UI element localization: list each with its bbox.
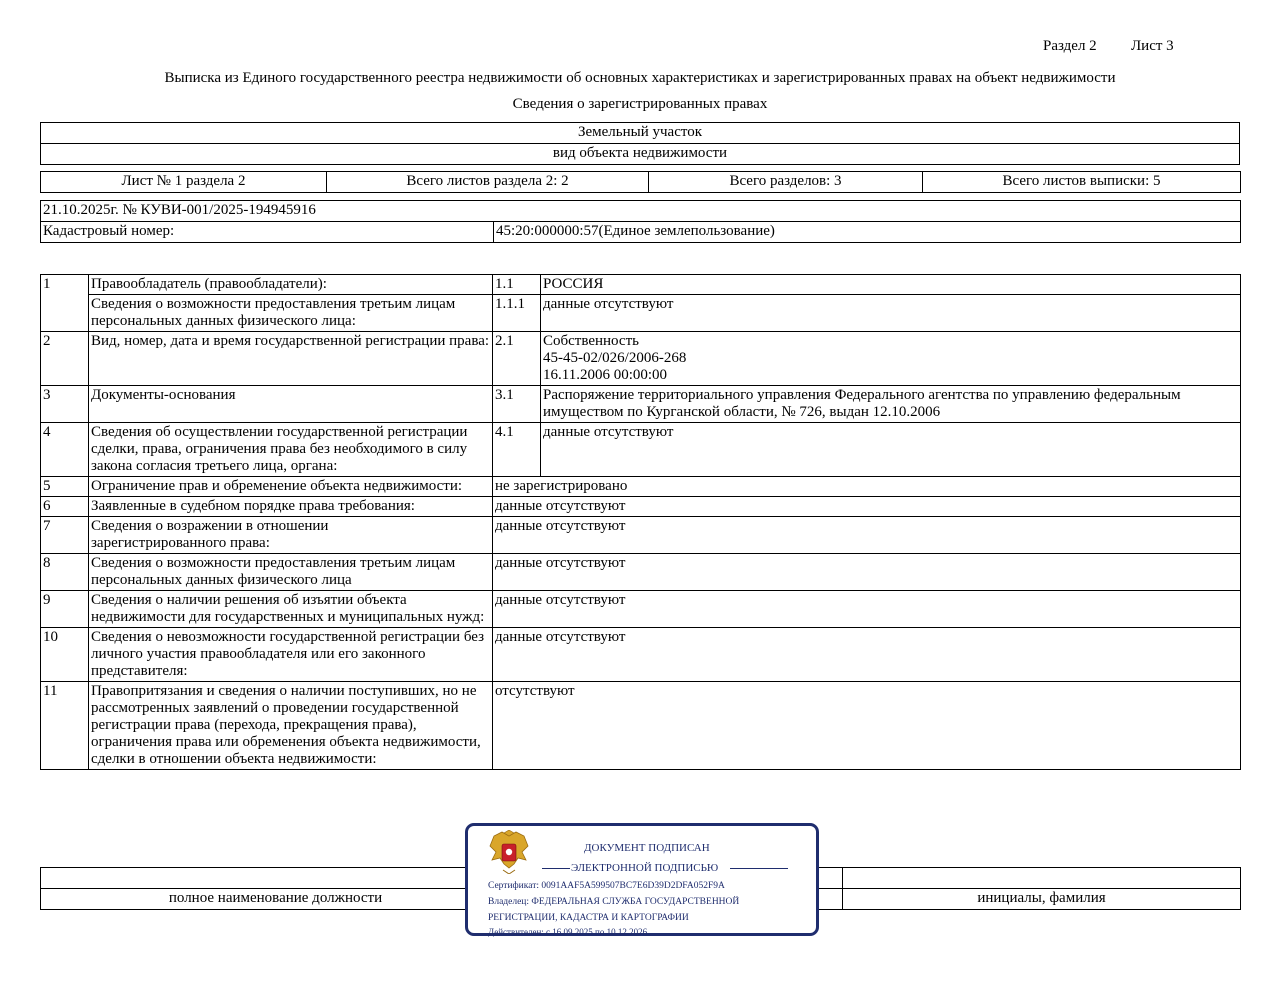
row-label: Заявленные в судебном порядке права требования: — [89, 497, 493, 517]
row-number: 3 — [41, 386, 89, 423]
row-label: Сведения о возражении в отношении зарегистрированного права: — [89, 517, 493, 554]
rights-table — [40, 274, 1241, 770]
row-value — [541, 332, 1241, 386]
row-value: не зарегистрировано — [493, 477, 1241, 497]
table-row — [41, 682, 1241, 770]
registration-date: 16.11.2006 00:00:00 — [543, 367, 668, 383]
row-value: данные отсутствуют — [541, 423, 1241, 477]
row-label: Сведения о возможности предоставления третьим лицам персональных данных физического лица — [89, 554, 493, 591]
row-label: Сведения об осуществлении государственной регистрации сделки, права, ограничения права без необходимого в силу закона согласия третьего лица, органа: — [89, 423, 493, 477]
row-value: данные отсутствуют — [493, 628, 1241, 682]
coat-of-arms-icon — [488, 830, 530, 874]
sheet-of-section: Лист № 1 раздела 2 — [41, 172, 327, 193]
table-row — [41, 423, 1241, 477]
row-value: данные отсутствуют — [493, 517, 1241, 554]
row-label: Документы-основания — [89, 386, 493, 423]
table-row — [41, 591, 1241, 628]
stamp-owner-continued: РЕГИСТРАЦИИ, КАДАСТРА И КАРТОГРАФИИ — [488, 913, 689, 923]
row-subnumber: 4.1 — [493, 423, 541, 477]
row-value: данные отсутствуют — [493, 591, 1241, 628]
table-row — [41, 477, 1241, 497]
sheet-number: Лист 3 — [1131, 38, 1174, 54]
total-extract-sheets: Всего листов выписки: 5 — [923, 172, 1241, 193]
row-number: 9 — [41, 591, 89, 628]
stamp-certificate: Сертификат: 0091AAF5A599507BC7E6D39D2DFA052F9A — [488, 881, 725, 891]
row-label: Сведения о возможности предоставления третьим лицам персональных данных физического лица: — [89, 295, 493, 332]
row-value: данные отсутствуют — [493, 554, 1241, 591]
row-subnumber: 2.1 — [493, 332, 541, 386]
stamp-rule-right — [730, 868, 788, 869]
total-sections: Всего разделов: 3 — [649, 172, 923, 193]
table-row — [41, 386, 1241, 423]
object-name: Земельный участок — [41, 123, 1240, 144]
row-number: 8 — [41, 554, 89, 591]
stamp-subtitle: ЭЛЕКТРОННОЙ ПОДПИСЬЮ — [571, 862, 719, 874]
row-subnumber: 3.1 — [493, 386, 541, 423]
row-number: 4 — [41, 423, 89, 477]
table-row — [41, 332, 1241, 386]
row-label: Вид, номер, дата и время государственной регистрации права: — [89, 332, 493, 386]
total-section-sheets: Всего листов раздела 2: 2 — [327, 172, 649, 193]
table-row — [41, 628, 1241, 682]
table-row — [41, 517, 1241, 554]
row-number: 2 — [41, 332, 89, 386]
row-label: Правообладатель (правообладатели): — [89, 275, 493, 295]
row-value: РОССИЯ — [541, 275, 1241, 295]
stamp-validity: Действителен: с 16.09.2025 по 10.12.2026 — [488, 927, 648, 937]
row-number: 7 — [41, 517, 89, 554]
section-number: Раздел 2 — [1043, 38, 1097, 54]
table-row — [41, 497, 1241, 517]
electronic-signature-stamp — [465, 823, 819, 936]
document-subtitle: Сведения о зарегистрированных правах — [512, 96, 768, 112]
identity-table — [40, 200, 1241, 243]
object-type-table — [40, 122, 1240, 165]
row-number: 6 — [41, 497, 89, 517]
row-value: отсутствуют — [493, 682, 1241, 770]
row-number: 11 — [41, 682, 89, 770]
table-row — [41, 275, 1241, 295]
signature-blank-position — [41, 868, 511, 889]
row-value: данные отсутствуют — [541, 295, 1241, 332]
right-type: Собственность — [543, 333, 639, 349]
table-row — [41, 554, 1241, 591]
row-label: Ограничение прав и обременение объекта недвижимости: — [89, 477, 493, 497]
row-label: Правопритязания и сведения о наличии поступивших, но не рассмотренных заявлений о проведении государственной регистрации права (перехода, прекращения права), ограничения права или обременения объекта недвижимости, сделки в отношении объекта недвижимости: — [89, 682, 493, 770]
row-number: 1 — [41, 275, 89, 332]
cadastral-value: 45:20:000000:57(Единое землепользование) — [494, 222, 1241, 243]
row-value: данные отсутствуют — [493, 497, 1241, 517]
sheets-info-table — [40, 171, 1241, 193]
document-title: Выписка из Единого государственного реестра недвижимости об основных характеристиках и зарегистрированных правах на объект недвижимости — [164, 70, 1116, 86]
row-subnumber: 1.1.1 — [493, 295, 541, 332]
stamp-owner: Владелец: ФЕДЕРАЛЬНАЯ СЛУЖБА ГОСУДАРСТВЕННОЙ — [488, 897, 740, 907]
cadastral-label: Кадастровый номер: — [41, 222, 494, 243]
position-label: полное наименование должности — [41, 889, 511, 910]
row-number: 5 — [41, 477, 89, 497]
row-value: Распоряжение территориального управления Федерального агентства по управлению федеральным имуществом по Курганской области, № 726, выдан 12.10.2006 — [541, 386, 1241, 423]
row-number: 10 — [41, 628, 89, 682]
object-kind-label: вид объекта недвижимости — [41, 144, 1240, 165]
name-label: инициалы, фамилия — [843, 889, 1241, 910]
row-subnumber: 1.1 — [493, 275, 541, 295]
row-label: Сведения о наличии решения об изъятии объекта недвижимости для государственных и муниципальных нужд: — [89, 591, 493, 628]
extract-date-number: 21.10.2025г. № КУВИ-001/2025-194945916 — [41, 201, 1241, 222]
stamp-title: ДОКУМЕНТ ПОДПИСАН — [584, 842, 710, 854]
signature-blank-name — [843, 868, 1241, 889]
stamp-rule-left — [542, 868, 570, 869]
table-row — [41, 295, 1241, 332]
registration-number: 45-45-02/026/2006-268 — [543, 350, 687, 366]
row-label: Сведения о невозможности государственной регистрации без личного участия правообладателя или его законного представителя: — [89, 628, 493, 682]
